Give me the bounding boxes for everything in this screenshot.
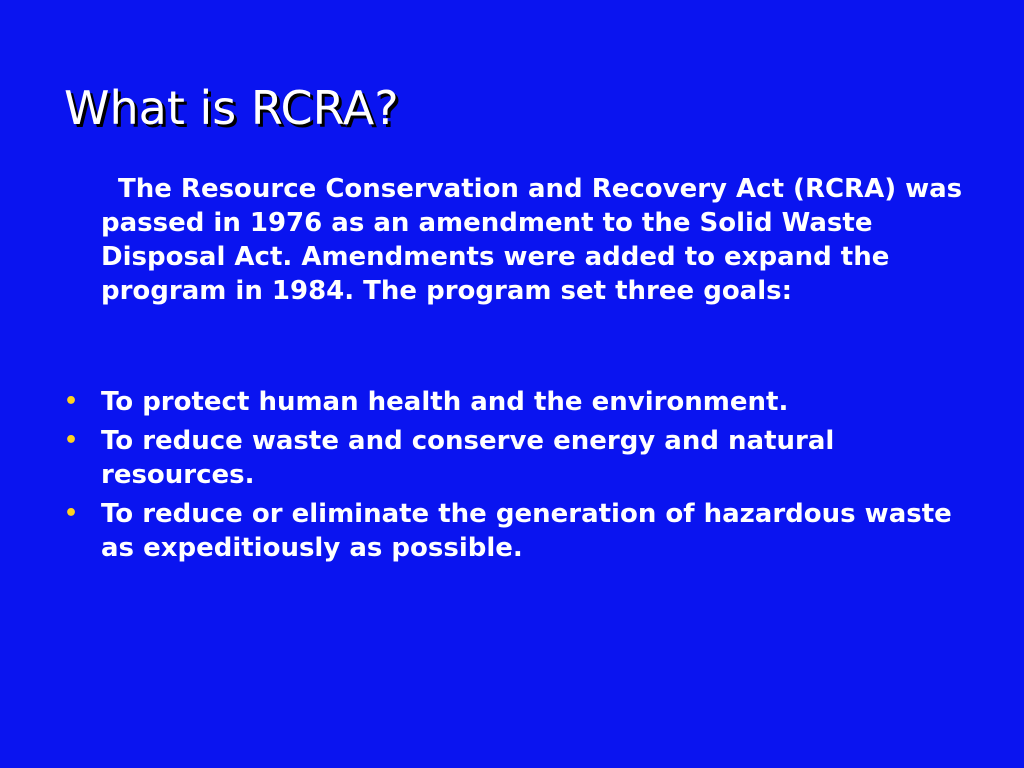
slide-title: What is RCRA? xyxy=(64,81,399,135)
intro-paragraph: The Resource Conservation and Recovery Act (RCRA) was passed in 1976 as an amendment to the Solid Waste Disposal Act. Amendments were added to expand the program in 1984. The program set three goals: xyxy=(101,174,963,306)
bullet-icon: • xyxy=(64,501,79,526)
goal-text: To reduce or eliminate the generation of hazardous waste as expeditiously as possible. xyxy=(101,499,952,563)
goals-list xyxy=(64,385,984,570)
goal-text: To reduce waste and conserve energy and natural resources. xyxy=(101,426,835,490)
goal-item-1 xyxy=(64,385,984,419)
goal-item-2 xyxy=(64,424,984,492)
goal-item-3 xyxy=(64,497,984,565)
bullet-icon: • xyxy=(64,428,79,453)
goal-text: To protect human health and the environment. xyxy=(101,387,789,417)
bullet-icon: • xyxy=(64,389,79,414)
